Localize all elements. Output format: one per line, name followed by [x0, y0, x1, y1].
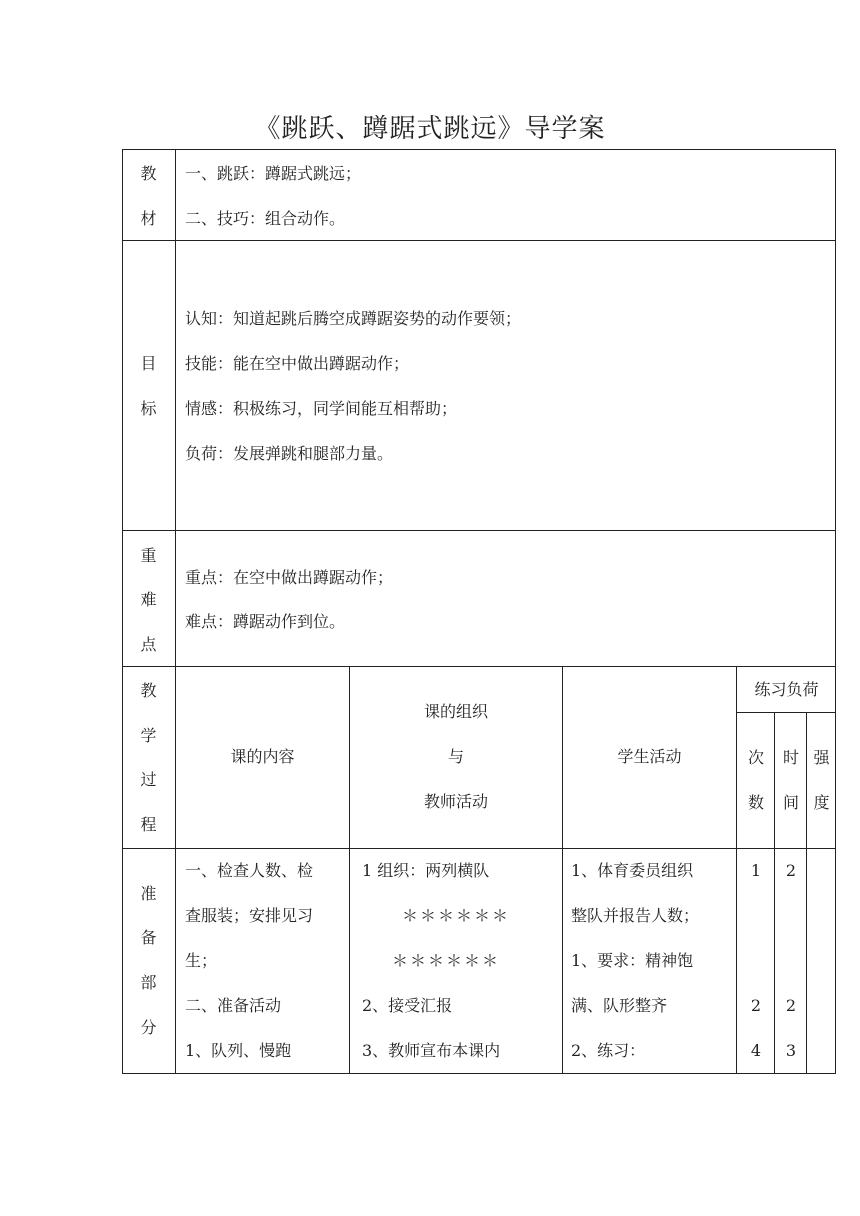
- col-organization-header-3: 教师活动: [423, 792, 488, 811]
- key-label-3: 点: [140, 635, 157, 654]
- formation-row-2: ＊＊＊＊＊＊: [391, 951, 500, 970]
- material-label-1: 教: [140, 164, 157, 183]
- process-label-1: 教: [140, 681, 157, 700]
- prep-duration-1: 2: [785, 861, 797, 880]
- material-line-2: 二、技巧：组合动作。: [185, 209, 346, 228]
- col-duration-header-1: 时: [782, 748, 799, 767]
- prep-org-line-1: 1 组织：两列横队: [362, 861, 490, 880]
- goals-label-1: 目: [140, 354, 157, 373]
- prep-duration-2: 2: [785, 996, 797, 1015]
- page-title: 《跳跃、蹲踞式跳远》导学案: [254, 114, 606, 144]
- prep-content-line-2: 查服装；安排见习: [185, 906, 314, 925]
- prep-content-line-5: 1、队列、慢跑: [185, 1041, 292, 1060]
- prep-times-1: 1: [750, 861, 762, 880]
- col-load-header: 练习负荷: [754, 680, 819, 699]
- material-label-2: 材: [140, 209, 157, 228]
- prep-student-line-1: 1、体育委员组织: [571, 861, 694, 880]
- prep-content-line-4: 二、准备活动: [185, 996, 282, 1015]
- prep-student-line-3: 1、要求：精神饱: [571, 951, 694, 970]
- material-line-1: 一、跳跃：蹲踞式跳远；: [185, 164, 362, 183]
- col-times-header-2: 数: [747, 793, 764, 812]
- col-content-header: 课的内容: [230, 747, 295, 766]
- prep-content-line-1: 一、检查人数、检: [185, 861, 314, 880]
- col-organization-header-1: 课的组织: [423, 702, 488, 721]
- prep-org-line-4: 2、接受汇报: [362, 996, 453, 1015]
- process-label-4: 程: [140, 815, 157, 834]
- prep-label-1: 准: [140, 884, 157, 903]
- prep-student-line-2: 整队并报告人数；: [571, 906, 700, 925]
- goal-load: 负荷：发展弹跳和腿部力量。: [185, 444, 394, 463]
- difficult-point: 难点：蹲踞动作到位。: [185, 612, 346, 631]
- process-label-3: 过: [140, 770, 157, 789]
- goals-label-2: 标: [140, 399, 157, 418]
- prep-label-3: 部: [140, 973, 157, 992]
- prep-org-line-5: 3、教师宣布本课内: [362, 1041, 501, 1060]
- lesson-plan-table: [122, 149, 836, 1074]
- formation-row-1: ＊＊＊＊＊＊: [401, 906, 510, 925]
- col-organization-header-2: 与: [447, 747, 464, 766]
- key-point: 重点：在空中做出蹲踞动作；: [185, 568, 394, 587]
- goal-emotion: 情感：积极练习，同学间能互相帮助；: [185, 399, 458, 418]
- prep-duration-3: 3: [785, 1041, 797, 1060]
- prep-times-3: 4: [750, 1041, 762, 1060]
- col-times-header-1: 次: [747, 748, 764, 767]
- col-duration-header-2: 间: [782, 793, 799, 812]
- goal-cognition: 认知：知道起跳后腾空成蹲踞姿势的动作要领；: [185, 309, 522, 328]
- prep-student-line-5: 2、练习：: [571, 1041, 646, 1060]
- col-intensity-header-1: 强: [813, 748, 830, 767]
- process-label-2: 学: [140, 726, 157, 745]
- key-label-1: 重: [140, 546, 157, 565]
- key-label-2: 难: [140, 590, 157, 609]
- col-intensity-header-2: 度: [813, 793, 830, 812]
- prep-label-2: 备: [140, 928, 157, 947]
- prep-content-line-3: 生；: [185, 951, 218, 970]
- prep-label-4: 分: [140, 1018, 157, 1037]
- prep-student-line-4: 满、队形整齐: [571, 996, 668, 1015]
- goal-skill: 技能：能在空中做出蹲踞动作；: [185, 354, 410, 373]
- prep-times-2: 2: [750, 996, 762, 1015]
- col-student-header: 学生活动: [617, 747, 682, 766]
